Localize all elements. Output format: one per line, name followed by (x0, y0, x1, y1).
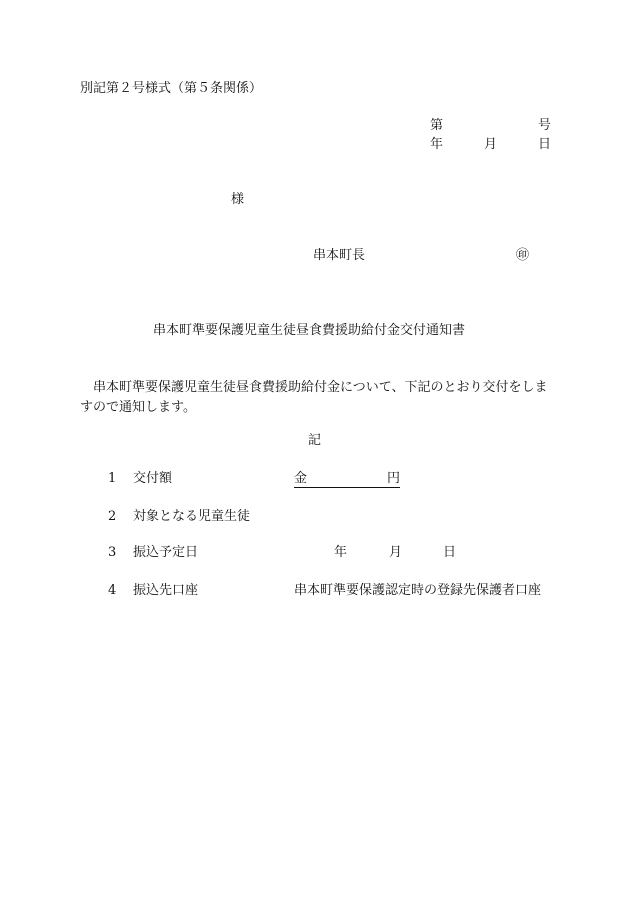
item-number: 3 (108, 545, 117, 560)
date-day-label: 日 (538, 137, 552, 152)
amount-suffix: 円 (386, 471, 400, 486)
ki-heading: 記 (308, 433, 322, 448)
item-number: 2 (108, 509, 117, 524)
body-paragraph: 串本町準要保護児童生徒昼食費援助給付金について、下記のとおり交付をしますので通知します。 (80, 380, 548, 415)
amount-prefix: 金 (294, 471, 308, 486)
date-year-label: 年 (430, 137, 444, 152)
transfer-account-value: 串本町準要保護認定時の登録先保護者口座 (294, 583, 542, 598)
item-number: 4 (108, 583, 117, 598)
item-label-transfer-date: 振込予定日 (133, 545, 199, 560)
amount-field (294, 472, 400, 488)
transfer-month-label: 月 (389, 545, 403, 560)
transfer-year-label: 年 (334, 545, 348, 560)
document-number-suffix: 号 (538, 118, 552, 133)
form-label: 別記第２号様式（第５条関係） (80, 81, 263, 96)
item-label-amount: 交付額 (133, 471, 173, 486)
document-title: 串本町準要保護児童生徒昼食費援助給付金交付通知書 (153, 323, 466, 338)
document-number-prefix: 第 (430, 118, 444, 133)
recipient-honorific: 様 (231, 192, 245, 207)
item-label-transfer-account: 振込先口座 (133, 583, 199, 598)
date-month-label: 月 (484, 137, 498, 152)
issuer-name: 串本町長 (313, 248, 366, 263)
item-label-target-student: 対象となる児童生徒 (133, 509, 251, 524)
seal-mark: ㊞ (516, 248, 530, 263)
transfer-day-label: 日 (443, 545, 457, 560)
item-number: 1 (108, 471, 117, 486)
